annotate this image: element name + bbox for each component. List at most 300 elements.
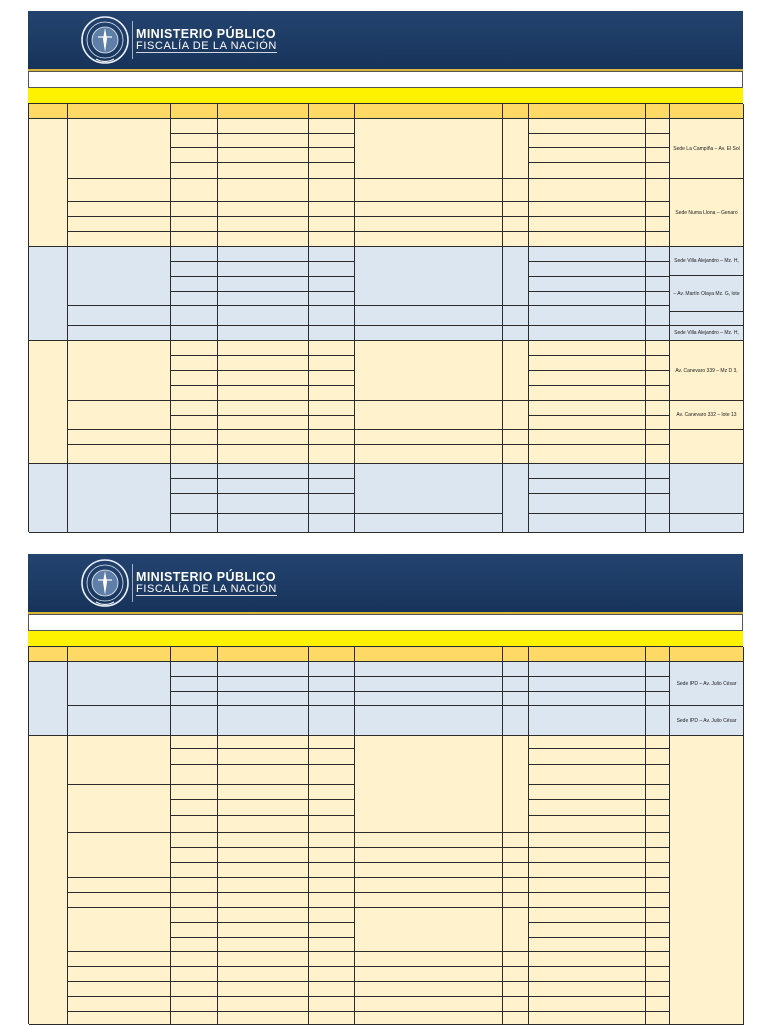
table-cell <box>355 736 503 833</box>
table-cell <box>68 785 171 833</box>
table-cell <box>529 292 646 306</box>
table-cell <box>646 326 670 341</box>
table-cell <box>309 923 355 938</box>
table-cell <box>309 706 355 736</box>
org-name <box>136 571 277 596</box>
table-cell <box>309 692 355 706</box>
table-cell <box>646 692 670 706</box>
table-cell <box>171 863 218 878</box>
header-cell <box>646 104 670 119</box>
table-cell <box>503 232 529 247</box>
table-cell <box>529 386 646 401</box>
table-cell <box>670 464 744 514</box>
table-cell <box>68 445 171 464</box>
table-cell <box>646 736 670 749</box>
table-cell <box>529 401 646 416</box>
table-cell <box>529 134 646 148</box>
table-cell <box>309 430 355 445</box>
table-cell <box>529 514 646 533</box>
table-cell <box>529 232 646 247</box>
table-cell <box>309 982 355 997</box>
table-cell <box>503 848 529 863</box>
table-cell <box>309 967 355 982</box>
table-cell <box>355 514 503 533</box>
table-cell <box>646 430 670 445</box>
table-cell <box>309 765 355 785</box>
table-cell <box>529 341 646 356</box>
table-cell <box>171 306 218 326</box>
table-cell <box>309 326 355 341</box>
table-cell <box>218 232 309 247</box>
table-cell <box>646 163 670 179</box>
address-text: Sede Villa Alejandro – Mz. H, <box>674 258 739 264</box>
address-text: Sede Numa Llona – Genaro <box>675 209 738 216</box>
table-cell <box>503 878 529 893</box>
table-cell <box>529 952 646 967</box>
table-cell <box>503 430 529 445</box>
table-cell <box>218 997 309 1012</box>
header-cell <box>503 104 529 119</box>
table-cell <box>29 736 68 1025</box>
table-cell <box>171 148 218 163</box>
table-cell <box>171 938 218 952</box>
table-cell <box>503 692 529 706</box>
header-cell <box>503 647 529 662</box>
table-cell <box>309 341 355 356</box>
table-cell <box>309 878 355 893</box>
table-cell <box>218 952 309 967</box>
table-cell <box>309 277 355 292</box>
table-cell <box>529 179 646 202</box>
table-cell <box>646 277 670 292</box>
table-cell <box>503 662 529 677</box>
table-cell <box>503 326 529 341</box>
table-cell <box>355 179 503 202</box>
table-cell <box>171 706 218 736</box>
table-cell <box>355 997 503 1012</box>
table-cell <box>309 800 355 816</box>
table-cell <box>171 765 218 785</box>
table-cell <box>529 967 646 982</box>
table-cell <box>529 163 646 179</box>
table-cell <box>355 662 503 677</box>
table-cell <box>355 341 503 401</box>
table-cell <box>355 401 503 430</box>
table-cell <box>503 982 529 997</box>
table-cell <box>309 179 355 202</box>
table-cell <box>503 997 529 1012</box>
table-cell <box>218 356 309 371</box>
table-cell <box>309 134 355 148</box>
table-cell <box>503 247 529 306</box>
table-cell <box>309 464 355 479</box>
page2-table <box>28 646 743 1024</box>
table-cell <box>670 312 744 326</box>
table-cell <box>171 202 218 217</box>
table-cell <box>355 326 503 341</box>
address-text: Sede Villa Alejandro – Mz. H, <box>674 330 739 336</box>
table-cell <box>646 179 670 202</box>
table-cell <box>529 306 646 326</box>
table-cell <box>309 247 355 262</box>
table-cell <box>218 292 309 306</box>
table-cell <box>646 706 670 736</box>
table-cell <box>503 677 529 692</box>
table-cell <box>503 833 529 848</box>
table-cell <box>218 119 309 134</box>
table-cell <box>355 908 503 952</box>
table-cell <box>171 217 218 232</box>
header-cell <box>529 647 646 662</box>
table-cell <box>68 833 171 878</box>
table-cell <box>171 119 218 134</box>
table-cell <box>171 514 218 533</box>
address-cell <box>670 662 744 706</box>
table-cell <box>355 677 503 692</box>
table-cell <box>171 692 218 706</box>
table-cell <box>218 416 309 430</box>
table-cell <box>646 306 670 326</box>
table-cell <box>646 464 670 479</box>
table-cell <box>68 662 171 706</box>
table-cell <box>218 401 309 416</box>
header-cell <box>646 647 670 662</box>
table-cell <box>218 893 309 908</box>
table-cell <box>171 416 218 430</box>
table-cell <box>646 445 670 464</box>
table-cell <box>218 706 309 736</box>
table-cell <box>171 430 218 445</box>
table-cell <box>171 662 218 677</box>
table-cell <box>309 997 355 1012</box>
table-cell <box>529 430 646 445</box>
table-cell <box>646 479 670 494</box>
table-cell <box>309 292 355 306</box>
table-cell <box>646 386 670 401</box>
table-cell <box>171 371 218 386</box>
table-cell <box>529 997 646 1012</box>
table-cell <box>309 785 355 800</box>
table-cell <box>171 356 218 371</box>
table-cell <box>646 217 670 232</box>
table-cell <box>171 163 218 179</box>
table-cell <box>529 445 646 464</box>
table-cell <box>503 179 529 202</box>
address-text: – Av. Martín Olaya Mz. G, lote <box>673 290 740 297</box>
table-cell <box>529 326 646 341</box>
table-cell <box>171 401 218 416</box>
table-cell <box>646 119 670 134</box>
table-cell <box>355 893 503 908</box>
table-cell <box>503 464 529 533</box>
address-cell <box>670 119 744 179</box>
table-cell <box>171 677 218 692</box>
table-cell <box>68 706 171 736</box>
table-cell <box>171 134 218 148</box>
address-cell <box>670 179 744 247</box>
table-cell <box>218 692 309 706</box>
table-cell <box>171 878 218 893</box>
address-cell <box>670 326 744 341</box>
table-cell <box>529 938 646 952</box>
table-cell <box>529 785 646 800</box>
table-cell <box>68 202 171 217</box>
table-cell <box>646 848 670 863</box>
table-cell <box>355 863 503 878</box>
table-cell <box>646 800 670 816</box>
table-cell <box>355 119 503 179</box>
table-cell <box>171 997 218 1012</box>
table-cell <box>218 445 309 464</box>
header-cell <box>68 647 171 662</box>
table-cell <box>68 952 171 967</box>
table-cell <box>309 908 355 923</box>
table-cell <box>529 749 646 765</box>
address-cell <box>670 706 744 736</box>
header-cell <box>355 104 503 119</box>
table-cell <box>171 982 218 997</box>
table-cell <box>171 967 218 982</box>
table-cell <box>646 202 670 217</box>
table-cell <box>171 326 218 341</box>
table-cell <box>529 800 646 816</box>
page1-note-bar <box>28 88 743 103</box>
table-cell <box>171 179 218 202</box>
table-cell <box>171 749 218 765</box>
table-cell <box>503 217 529 232</box>
table-cell <box>355 445 503 464</box>
table-cell <box>218 179 309 202</box>
table-cell <box>646 923 670 938</box>
table-cell <box>68 982 171 997</box>
table-cell <box>646 371 670 386</box>
table-cell <box>529 356 646 371</box>
table-cell <box>355 952 503 967</box>
table-cell <box>646 833 670 848</box>
address-text: Sede IPD – Av. Julio César <box>676 717 737 724</box>
table-cell <box>646 816 670 833</box>
table-cell <box>171 848 218 863</box>
table-cell <box>309 148 355 163</box>
table-cell <box>309 736 355 749</box>
table-cell <box>68 464 171 533</box>
table-cell <box>529 1012 646 1025</box>
table-cell <box>646 401 670 416</box>
header-cell <box>670 647 744 662</box>
table-cell <box>171 800 218 816</box>
table-cell <box>68 430 171 445</box>
table-cell <box>646 677 670 692</box>
table-cell <box>218 479 309 494</box>
table-cell <box>68 967 171 982</box>
table-cell <box>529 416 646 430</box>
table-cell <box>68 878 171 893</box>
table-cell <box>171 952 218 967</box>
table-cell <box>171 923 218 938</box>
table-cell <box>68 893 171 908</box>
page2-banner <box>28 554 743 614</box>
table-cell <box>218 277 309 292</box>
table-cell <box>171 494 218 514</box>
table-cell <box>503 863 529 878</box>
table-cell <box>309 306 355 326</box>
page1-table <box>28 103 743 532</box>
table-cell <box>529 464 646 479</box>
header-cell <box>171 647 218 662</box>
table-cell <box>171 785 218 800</box>
table-cell <box>309 356 355 371</box>
table-cell <box>646 416 670 430</box>
table-cell <box>529 692 646 706</box>
table-cell <box>218 202 309 217</box>
table-cell <box>646 232 670 247</box>
table-cell <box>218 306 309 326</box>
table-cell <box>218 134 309 148</box>
table-cell <box>218 371 309 386</box>
table-cell <box>529 217 646 232</box>
table-cell <box>355 217 503 232</box>
table-cell <box>646 997 670 1012</box>
address-text: Sede IPD – Av. Julio César <box>676 680 737 687</box>
table-cell <box>309 119 355 134</box>
address-cell <box>670 401 744 430</box>
table-cell <box>355 464 503 514</box>
table-cell <box>646 765 670 785</box>
table-cell <box>218 848 309 863</box>
table-cell <box>670 736 744 1025</box>
table-cell <box>68 217 171 232</box>
table-cell <box>218 662 309 677</box>
table-cell <box>646 863 670 878</box>
header-cell <box>309 104 355 119</box>
table-cell <box>68 908 171 952</box>
table-cell <box>503 202 529 217</box>
header-cell <box>29 104 68 119</box>
table-cell <box>218 386 309 401</box>
table-cell <box>218 982 309 997</box>
table-cell <box>646 1012 670 1025</box>
table-cell <box>218 326 309 341</box>
table-cell <box>529 247 646 262</box>
seal-icon <box>80 558 130 608</box>
table-cell <box>218 217 309 232</box>
table-cell <box>355 982 503 997</box>
table-cell <box>309 262 355 277</box>
table-cell <box>503 341 529 401</box>
table-cell <box>171 833 218 848</box>
table-cell <box>218 923 309 938</box>
table-cell <box>218 677 309 692</box>
header-cell <box>309 647 355 662</box>
table-cell <box>309 514 355 533</box>
table-cell <box>171 232 218 247</box>
table-cell <box>529 982 646 997</box>
header-cell <box>355 647 503 662</box>
table-cell <box>309 494 355 514</box>
address-text: Av. Canevaro 332 – lote 13 <box>676 412 737 418</box>
address-cell <box>670 247 744 276</box>
table-cell <box>646 262 670 277</box>
table-cell <box>309 445 355 464</box>
table-cell <box>309 1012 355 1025</box>
address-text: Av. Canevaro 339 – Mz D 3, <box>675 367 738 374</box>
table-cell <box>529 878 646 893</box>
table-cell <box>503 952 529 967</box>
table-cell <box>529 923 646 938</box>
page1-banner <box>28 11 743 71</box>
table-cell <box>171 1012 218 1025</box>
table-cell <box>218 514 309 533</box>
org-line2: FISCALÍA DE LA NACIÓN <box>136 40 277 52</box>
table-cell <box>646 662 670 677</box>
table-cell <box>646 982 670 997</box>
table-cell <box>68 179 171 202</box>
table-cell <box>503 736 529 833</box>
table-cell <box>171 908 218 923</box>
table-cell <box>218 800 309 816</box>
table-cell <box>309 662 355 677</box>
table-cell <box>171 479 218 494</box>
table-cell <box>529 833 646 848</box>
table-cell <box>503 893 529 908</box>
table-cell <box>529 677 646 692</box>
table-cell <box>529 816 646 833</box>
table-cell <box>529 706 646 736</box>
table-cell <box>171 262 218 277</box>
page2-note-bar <box>28 631 743 646</box>
table-cell <box>646 356 670 371</box>
table-cell <box>171 445 218 464</box>
table-cell <box>218 878 309 893</box>
table-cell <box>309 163 355 179</box>
table-cell <box>218 816 309 833</box>
table-cell <box>646 514 670 533</box>
table-cell <box>218 163 309 179</box>
table-cell <box>309 232 355 247</box>
table-cell <box>355 692 503 706</box>
header-cell <box>171 104 218 119</box>
table-cell <box>68 736 171 785</box>
table-cell <box>309 938 355 952</box>
table-cell <box>218 938 309 952</box>
table-cell <box>646 749 670 765</box>
table-cell <box>171 893 218 908</box>
table-cell <box>646 494 670 514</box>
table-cell <box>503 401 529 430</box>
table-cell <box>355 1012 503 1025</box>
table-cell <box>218 430 309 445</box>
table-cell <box>68 232 171 247</box>
table-cell <box>218 1012 309 1025</box>
table-cell <box>171 341 218 356</box>
table-cell <box>529 371 646 386</box>
table-cell <box>646 878 670 893</box>
table-cell <box>171 816 218 833</box>
table-cell <box>355 833 503 848</box>
header-cell <box>29 647 68 662</box>
table-cell <box>29 247 68 341</box>
table-cell <box>218 833 309 848</box>
table-cell <box>309 863 355 878</box>
address-cell <box>670 341 744 401</box>
table-cell <box>670 514 744 533</box>
table-cell <box>529 863 646 878</box>
table-cell <box>309 893 355 908</box>
table-cell <box>646 893 670 908</box>
table-cell <box>68 401 171 430</box>
table-cell <box>529 893 646 908</box>
table-cell <box>171 736 218 749</box>
